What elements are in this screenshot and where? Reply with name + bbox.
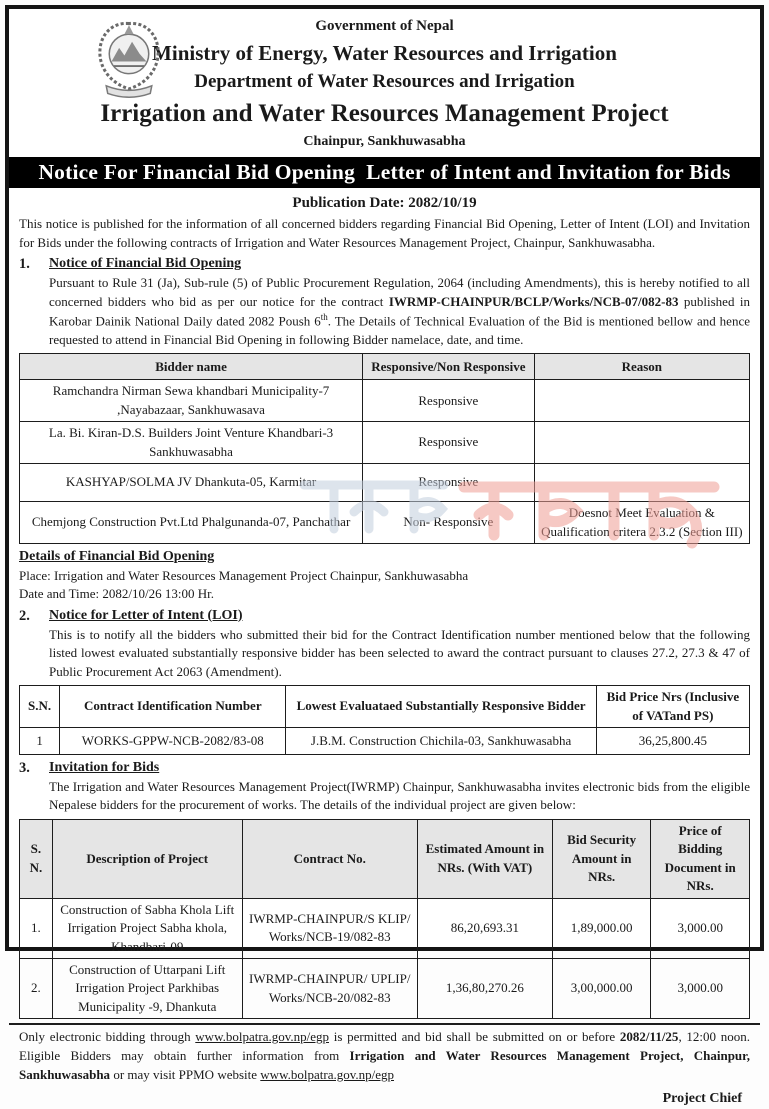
section1-number: 1. [19, 256, 30, 273]
sn-cell: 1. [20, 898, 53, 958]
estimated-amount-cell: 86,20,693.31 [417, 898, 552, 958]
invitation-projects-table [19, 819, 750, 1020]
table-row [20, 959, 750, 1019]
table-row [20, 422, 750, 464]
contract-no-cell: IWRMP-CHAINPUR/S KLIP/ Works/NCB-19/082-83 [242, 898, 417, 958]
table-header-row [20, 354, 750, 380]
section1-body [49, 274, 750, 349]
section-invitation-for-bids [19, 758, 750, 815]
bid-security-cell: 1,89,000.00 [552, 898, 651, 958]
section2-number: 2. [19, 607, 30, 624]
reason-cell: Doesnot Meet Evaluation & Qualification critera 2.3.2 (Section III) [534, 502, 749, 544]
responsive-cell: Non- Responsive [363, 502, 535, 544]
reason-cell [534, 380, 749, 422]
deadline-date: 2082/11/25 [619, 1029, 679, 1045]
table-row [20, 728, 750, 755]
column-header-description: Description of Project [52, 819, 242, 898]
submission-note [9, 1023, 760, 1109]
section3-heading: Invitation for Bids [49, 760, 160, 776]
details-heading: Details of Financial Bid Opening [19, 549, 215, 565]
column-header-bid-security: Bid Security Amount in NRs. [552, 819, 651, 898]
contract-no-cell: IWRMP-CHAINPUR/ UPLIP/ Works/NCB-20/082-83 [242, 959, 417, 1019]
responsive-cell: Responsive [363, 422, 535, 464]
details-place: Place: Irrigation and Water Resources Management Project Chainpur, Sankhuwasabha [19, 567, 469, 583]
publication-date: Publication Date: 2082/10/19 [292, 195, 477, 212]
footer-text: or may visit PPMO website [110, 1067, 261, 1083]
section-letter-of-intent [19, 606, 750, 681]
document-price-cell: 3,000.00 [651, 959, 750, 1019]
footer-text: Only electronic bidding through [19, 1029, 196, 1045]
reason-cell [534, 422, 749, 464]
ministry-line: Ministry of Energy, Water Resources and Irrigation [152, 40, 617, 65]
department-line: Department of Water Resources and Irrigation [194, 71, 575, 93]
sn-cell: 1 [20, 728, 60, 755]
financial-bid-opening-details [19, 547, 750, 604]
location-line: Chainpur, Sankhuwasabha [303, 133, 466, 149]
sn-cell: 2. [20, 959, 53, 1019]
bidder-name-cell: Chemjong Construction Pvt.Ltd Phalgunanda-07, Panchathar [20, 502, 363, 544]
bidder-name-cell: KASHYAP/SOLMA JV Dhankuta-05, Karmitar [20, 464, 363, 502]
bid-security-cell: 3,00,000.00 [552, 959, 651, 1019]
footer-text: , 12:00 noon. Eligible Bidders may obtain further information from [19, 1029, 750, 1064]
project-description-cell: Construction of Uttarpani Lift Irrigation Project Parkhibas Municipality -9, Dhankuta [52, 959, 242, 1019]
table-row [20, 898, 750, 958]
section1-text-post: . The Details of Technical Evaluation of the Bid is mentioned bellow and hence requested to attend in Financial Bid Opening in following Bidder namelace, date, and time. [49, 313, 750, 347]
table-header-row [20, 819, 750, 898]
table-row [20, 380, 750, 422]
details-datetime: Date and Time: 2082/10/26 13:00 Hr. [19, 586, 214, 602]
table-row [20, 464, 750, 502]
column-header-reason: Reason [534, 354, 749, 380]
section3-number: 3. [19, 760, 30, 777]
bidder-name-cell: Ramchandra Nirman Sewa khandbari Municipality-7 ,Nayabazaar, Sankhuwasava [20, 380, 363, 422]
section1-text-mid: published in Karobar Dainik National Daily dated 2082 Poush 6 [49, 293, 750, 329]
column-header-contract-no: Contract No. [242, 819, 417, 898]
column-header-lowest-bidder: Lowest Evaluataed Substantially Responsive Bidder [286, 686, 596, 728]
bidder-name-cell: La. Bi. Kiran-D.S. Builders Joint Venture Khandbari-3 Sankhuwasabha [20, 422, 363, 464]
column-header-estimated-amount: Estimated Amount in NRs. (With VAT) [417, 819, 552, 898]
bid-price-cell: 36,25,800.45 [596, 728, 749, 755]
section2-heading: Notice for Letter of Intent (LOI) [49, 607, 243, 623]
intro-paragraph: This notice is published for the information of all concerned bidders regarding Financial Bid Opening, Letter of Intent (LOI) and Invitation for Bids under the following contracts of Irrigation and Water Resources Management Project, Chainpur, Sankhuwasabha. [19, 216, 750, 250]
table-row [20, 502, 750, 544]
contract-number-bold: IWRMP-CHAINPUR/BCLP/Works/NCB-07/082-83 [388, 293, 679, 309]
section3-body: The Irrigation and Water Resources Management Project(IWRMP) Chainpur, Sankhuwasabha invites electronic bids from the eligible Nepalese bidders for the procurement of works. The details of the individual project are given below: [49, 778, 750, 813]
loi-award-table [19, 685, 750, 755]
lowest-bidder-cell: J.B.M. Construction Chichila-03, Sankhuwasabha [286, 728, 596, 755]
table-header-row [20, 686, 750, 728]
contract-id-cell: WORKS-GPPW-NCB-2082/83-08 [60, 728, 286, 755]
section1-heading: Notice of Financial Bid Opening [49, 256, 242, 272]
section2-body: This is to notify all the bidders who submitted their bid for the Contract Identification number mentioned below that the following listed lowest evaluated substantially responsive bidder has been selected to award the contract pursuant to clauses 27.2, 27.3 & 47 of Public Procurement Act 2063 (Amendment). [49, 626, 750, 679]
ordinal-superscript: th [320, 312, 328, 323]
column-header-bidder-name: Bidder name [20, 354, 363, 380]
section1-text-pre: Pursuant to Rule 31 (Ja), Sub-rule (5) of Public Procurement Regulation, 2064 (including Amendments), this is hereby notified to all concerned bidders who bid as per our notice for the contract [49, 275, 750, 309]
footer-text: is permitted and bid shall be submitted on or before [329, 1029, 620, 1045]
column-header-contract-id: Contract Identification Number [60, 686, 286, 728]
signature-project-chief: Project Chief [662, 1090, 742, 1106]
bidder-evaluation-table [19, 353, 750, 544]
column-header-sn: S.N. [20, 686, 60, 728]
letterhead [9, 9, 760, 157]
bolpatra-link[interactable]: www.bolpatra.gov.np/egp [260, 1067, 394, 1083]
gov-line: Government of Nepal [315, 18, 454, 34]
project-description-cell: Construction of Sabha Khola Lift Irrigation Project Sabha khola, Khandbari-09 [52, 898, 242, 958]
document-price-cell: 3,000.00 [651, 898, 750, 958]
nepal-emblem-icon [91, 19, 167, 101]
section-financial-bid-opening [19, 254, 750, 349]
column-header-sn: S. N. [20, 819, 53, 898]
office-name-bold: Irrigation and Water Resources Management Project, Chainpur, Sankhuwasabha [19, 1048, 750, 1083]
responsive-cell: Responsive [363, 380, 535, 422]
estimated-amount-cell: 1,36,80,270.26 [417, 959, 552, 1019]
notice-document [5, 5, 764, 1106]
responsive-cell: Responsive [363, 464, 535, 502]
column-header-bid-price: Bid Price Nrs (Inclusive of VATand PS) [596, 686, 749, 728]
column-header-document-price: Price of Bidding Document in NRs. [651, 819, 750, 898]
notice-title-bar: Notice For Financial Bid Opening Letter of Intent and Invitation for Bids [9, 157, 760, 188]
bolpatra-link[interactable]: www.bolpatra.gov.np/egp [195, 1029, 329, 1045]
column-header-responsive: Responsive/Non Responsive [363, 354, 535, 380]
project-line: Irrigation and Water Resources Management Project [100, 99, 669, 127]
reason-cell [534, 464, 749, 502]
